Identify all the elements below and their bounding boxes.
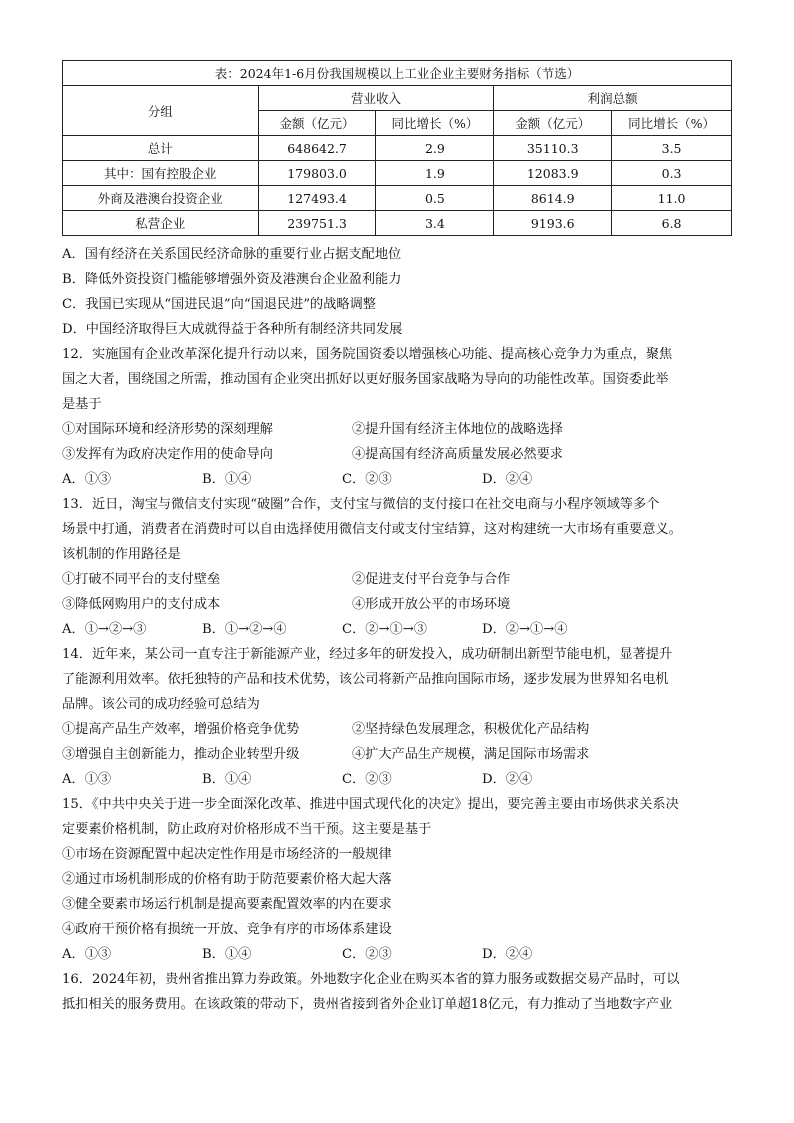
q15-choices (62, 942, 742, 967)
q15-item: ④政府干预价格有损统一开放、竞争有序的市场体系建设 (62, 922, 392, 937)
revenue-header: 营业收入 (258, 86, 494, 111)
profit-amount: 8614.9 (494, 186, 612, 211)
table-row (63, 161, 732, 186)
question-body (62, 242, 742, 1017)
q15-stem-line: 15．《中共中央关于进一步全面深化改革、推进中国式现代化的决定》提出，要完善主要由市场供求关系决 (62, 797, 679, 812)
q13-stem-line: 该机制的作用路径是 (62, 547, 181, 562)
q11-option-b: B．降低外资投资门槛能够增强外资及港澳台企业盈利能力 (62, 272, 402, 287)
profit-growth: 0.3 (612, 161, 732, 186)
q15-choice-c: C．②③ (342, 947, 392, 962)
profit-amount: 35110.3 (494, 136, 612, 161)
revenue-amount: 239751.3 (258, 211, 376, 236)
q14-choices (62, 767, 742, 792)
sub-header: 同比增长（%） (376, 111, 494, 136)
q14-item: ④扩大产品生产规模，满足国际市场需求 (352, 747, 590, 762)
q13-choice-d: D．②→①→④ (482, 622, 568, 637)
revenue-growth: 2.9 (376, 136, 494, 161)
q14-item: ③增强自主创新能力，推动企业转型升级 (62, 747, 300, 762)
q13-stem-line: 场景中打通，消费者在消费时可以自由选择使用微信支付或支付宝结算，这对构建统一大市场有重要意义。 (62, 522, 682, 537)
q13-choices (62, 617, 742, 642)
q13-item: ④形成开放公平的市场环境 (352, 597, 511, 612)
q16-stem-line: 抵扣相关的服务费用。在该政策的带动下，贵州省接到省外企业订单超18亿元，有力推动了当地数字产业 (62, 997, 673, 1012)
q14-choice-c: C．②③ (342, 772, 392, 787)
q11-option-d: D．中国经济取得巨大成就得益于各种所有制经济共同发展 (62, 322, 403, 337)
sub-header: 金额（亿元） (258, 111, 376, 136)
q12-items-row (62, 442, 742, 467)
q13-choice-c: C．②→①→③ (342, 622, 427, 637)
q12-choice-d: D．②④ (482, 472, 533, 487)
q12-choice-c: C．②③ (342, 472, 392, 487)
revenue-growth: 1.9 (376, 161, 494, 186)
q12-item: ①对国际环境和经济形势的深刻理解 (62, 422, 273, 437)
q13-item: ①打破不同平台的支付壁垒 (62, 572, 221, 587)
revenue-amount: 648642.7 (258, 136, 376, 161)
q12-item: ④提高国有经济高质量发展必然要求 (352, 447, 563, 462)
q14-stem-line: 了能源利用效率。依托独特的产品和技术优势，该公司将新产品推向国际市场，逐步发展为世界知名电机 (62, 672, 669, 687)
revenue-growth: 3.4 (376, 211, 494, 236)
q14-items-row (62, 742, 742, 767)
q15-choice-d: D．②④ (482, 947, 533, 962)
q12-stem-line: 12．实施国有企业改革深化提升行动以来，国务院国资委以增强核心功能、提高核心竞争力为重点，聚焦 (62, 347, 673, 362)
q13-choice-b: B．①→②→④ (202, 622, 287, 637)
sub-header: 金额（亿元） (494, 111, 612, 136)
profit-header: 利润总额 (494, 86, 732, 111)
q14-item: ①提高产品生产效率，增强价格竞争优势 (62, 722, 300, 737)
q14-stem-line: 品牌。该公司的成功经验可总结为 (62, 697, 260, 712)
profit-growth: 3.5 (612, 136, 732, 161)
q14-choice-a: A．①③ (62, 772, 112, 787)
group-header: 分组 (63, 86, 259, 136)
sub-header: 同比增长（%） (612, 111, 732, 136)
row-name: 私营企业 (63, 211, 259, 236)
q12-choices (62, 467, 742, 492)
table-row (63, 211, 732, 236)
revenue-growth: 0.5 (376, 186, 494, 211)
q13-items-row (62, 567, 742, 592)
financial-indicators-table (62, 60, 732, 236)
q15-item: ①市场在资源配置中起决定性作用是市场经济的一般规律 (62, 847, 392, 862)
q14-choice-d: D．②④ (482, 772, 533, 787)
q12-stem-line: 是基于 (62, 397, 102, 412)
q14-choice-b: B．①④ (202, 772, 252, 787)
table-row (63, 136, 732, 161)
q12-item: ③发挥有为政府决定作用的使命导向 (62, 447, 273, 462)
revenue-amount: 127493.4 (258, 186, 376, 211)
q11-option-a: A．国有经济在关系国民经济命脉的重要行业占据支配地位 (62, 247, 402, 262)
q12-item: ②提升国有经济主体地位的战略选择 (352, 422, 563, 437)
q13-stem-line: 13．近日，淘宝与微信支付实现“破圈”合作，支付宝与微信的支付接口在社交电商与小程序领域等多个 (62, 497, 660, 512)
q13-choice-a: A．①→②→③ (62, 622, 147, 637)
q15-choice-a: A．①③ (62, 947, 112, 962)
q13-items-row (62, 592, 742, 617)
q15-item: ②通过市场机制形成的价格有助于防范要素价格大起大落 (62, 872, 392, 887)
profit-amount: 12083.9 (494, 161, 612, 186)
q16-stem-line: 16．2024年初，贵州省推出算力券政策。外地数字化企业在购买本省的算力服务或数据交易产品时，可以 (62, 972, 680, 987)
q12-items-row (62, 417, 742, 442)
profit-growth: 6.8 (612, 211, 732, 236)
revenue-amount: 179803.0 (258, 161, 376, 186)
profit-amount: 9193.6 (494, 211, 612, 236)
q14-item: ②坚持绿色发展理念，积极优化产品结构 (352, 722, 590, 737)
q12-choice-a: A．①③ (62, 472, 112, 487)
q14-stem-line: 14．近年来，某公司一直专注于新能源产业，经过多年的研发投入，成功研制出新型节能电机，显著提升 (62, 647, 673, 662)
row-name: 总计 (63, 136, 259, 161)
q15-stem-line: 定要素价格机制，防止政府对价格形成不当干预。这主要是基于 (62, 822, 432, 837)
q14-items-row (62, 717, 742, 742)
q15-item: ③健全要素市场运行机制是提高要素配置效率的内在要求 (62, 897, 392, 912)
q15-choice-b: B．①④ (202, 947, 252, 962)
q12-stem-line: 国之大者，围绕国之所需，推动国有企业突出抓好以更好服务国家战略为导向的功能性改革。国资委此举 (62, 372, 669, 387)
q13-item: ③降低网购用户的支付成本 (62, 597, 221, 612)
q11-option-c: C．我国已实现从“国进民退”向“国退民进”的战略调整 (62, 297, 376, 312)
q13-item: ②促进支付平台竞争与合作 (352, 572, 511, 587)
row-name: 外商及港澳台投资企业 (63, 186, 259, 211)
profit-growth: 11.0 (612, 186, 732, 211)
q12-choice-b: B．①④ (202, 472, 252, 487)
row-name: 其中：国有控股企业 (63, 161, 259, 186)
table-row (63, 186, 732, 211)
table-title: 表：2024年1-6月份我国规模以上工业企业主要财务指标（节选） (63, 61, 732, 86)
